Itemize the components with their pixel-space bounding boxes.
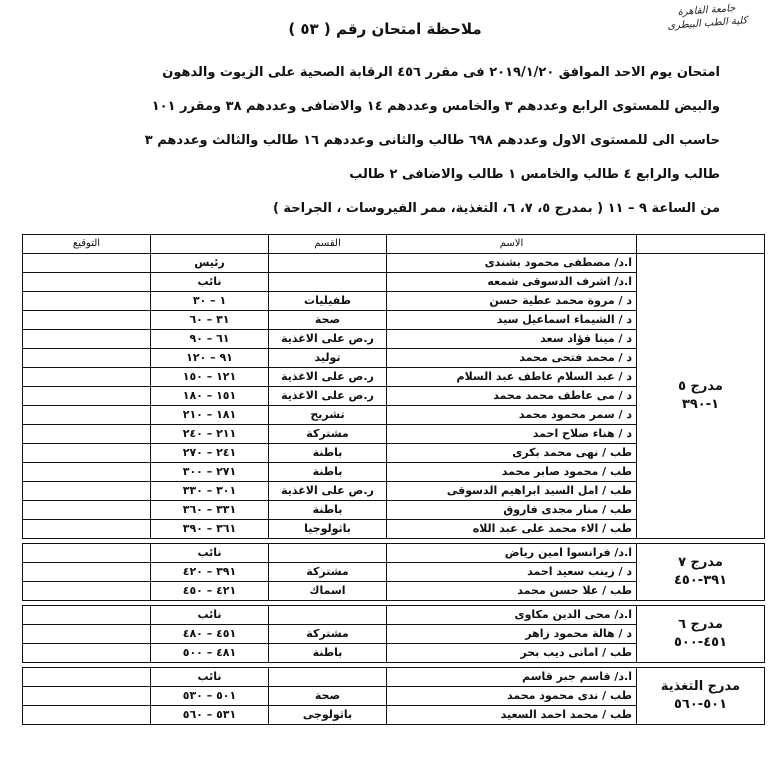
seat-range: ٣٩١ – ٤٢٠ [151, 563, 269, 582]
table-row [23, 606, 765, 625]
signature-cell [23, 563, 151, 582]
signature-cell [23, 292, 151, 311]
signature-cell [23, 668, 151, 687]
signature-cell [23, 687, 151, 706]
seat-range: ٩١ – ١٢٠ [151, 349, 269, 368]
table-row [23, 668, 765, 687]
hall-seat-range: ٣٩١-٤٥٠ [673, 573, 728, 588]
signature-cell [23, 406, 151, 425]
signature-cell [23, 254, 151, 273]
proctor-name: ا.د/ محى الدين مكاوى [387, 606, 637, 625]
hall-seat-range: ١-٣٩٠ [681, 397, 720, 412]
hall-cell [637, 254, 765, 539]
seat-range: ١ – ٣٠ [151, 292, 269, 311]
seat-range: ٢١١ – ٢٤٠ [151, 425, 269, 444]
table-body [23, 254, 765, 725]
proctor-name: طب / ندى محمود محمد [387, 687, 637, 706]
proctor-name: د / مروة محمد عطية حسن [387, 292, 637, 311]
department: باطنة [269, 501, 387, 520]
proctor-name: ا.د/ مصطفى محمود بشندى [387, 254, 637, 273]
table-row [23, 254, 765, 273]
signature-cell [23, 463, 151, 482]
seat-range: ١٨١ – ٢١٠ [151, 406, 269, 425]
hall-seat-range: ٤٥١-٥٠٠ [673, 635, 728, 650]
department [269, 544, 387, 563]
seat-range: ٥٣١ – ٥٦٠ [151, 706, 269, 725]
proctor-name: ا.د/ فرانسوا امين رياض [387, 544, 637, 563]
hall-cell [637, 606, 765, 663]
department: ر.ص على الاغذية [269, 368, 387, 387]
seat-range: نائب [151, 606, 269, 625]
proctor-name: د / زينب سعيد احمد [387, 563, 637, 582]
proctor-name: ا.د/ اشرف الدسوقى شمعه [387, 273, 637, 292]
seat-range: ٣١ – ٦٠ [151, 311, 269, 330]
signature-cell [23, 330, 151, 349]
hall-name: مدرج ٦ [678, 617, 723, 632]
header-range [151, 235, 269, 254]
proctor-name: ا.د/ قاسم جبر قاسم [387, 668, 637, 687]
hall-name: مدرج ٧ [678, 555, 723, 570]
seat-range: ٢٧١ – ٣٠٠ [151, 463, 269, 482]
signature-cell [23, 501, 151, 520]
department: توليد [269, 349, 387, 368]
department: مشتركة [269, 625, 387, 644]
proctor-name: د / مى عاطف محمد محمد [387, 387, 637, 406]
department [269, 606, 387, 625]
proctor-name: طب / منار مجدى فاروق [387, 501, 637, 520]
proctor-name: طب / محمد احمد السعيد [387, 706, 637, 725]
department: طفيليات [269, 292, 387, 311]
seat-range: نائب [151, 668, 269, 687]
seat-range: ٦١ – ٩٠ [151, 330, 269, 349]
department: تشريح [269, 406, 387, 425]
department: باطنة [269, 463, 387, 482]
table-row [23, 544, 765, 563]
seat-range: ٤٢١ – ٤٥٠ [151, 582, 269, 601]
exam-description [30, 60, 720, 222]
department: ر.ص على الاغذية [269, 330, 387, 349]
seat-range: ٣٣١ – ٣٦٠ [151, 501, 269, 520]
signature-cell [23, 520, 151, 539]
department: مشتركة [269, 563, 387, 582]
signature-cell [23, 482, 151, 501]
hall-cell [637, 544, 765, 601]
signature-cell [23, 625, 151, 644]
department: صحة [269, 687, 387, 706]
description-line: طالب والرابع ٤ طالب والخامس ١ طالب والاضافى ٢ طالب [349, 167, 720, 182]
header-name: الاسم [387, 235, 637, 254]
department: ر.ص على الاغذية [269, 482, 387, 501]
hall-cell [637, 668, 765, 725]
signature-cell [23, 273, 151, 292]
header-hall [637, 235, 765, 254]
department: باثولوجيا [269, 520, 387, 539]
proctor-name: طب / علا حسن محمد [387, 582, 637, 601]
seat-range: ٣٦١ – ٣٩٠ [151, 520, 269, 539]
signature-cell [23, 349, 151, 368]
seat-range: رئيس [151, 254, 269, 273]
signature-cell [23, 444, 151, 463]
seat-range: ٤٨١ – ٥٠٠ [151, 644, 269, 663]
signature-cell [23, 582, 151, 601]
exam-time-line: من الساعة ٩ – ١١ ( بمدرج ٥، ٧، ٦، التغذية، ممر الفيروسات ، الجراحة ) [272, 201, 720, 216]
proctor-name: طب / نهى محمد بكرى [387, 444, 637, 463]
description-line: امتحان يوم الاحد الموافق ٢٠١٩/١/٢٠ فى مقرر ٤٥٦ الرقابة الصحية على الزيوت والدهون [162, 65, 720, 80]
department [269, 254, 387, 273]
proctor-name: طب / امانى ديب بحر [387, 644, 637, 663]
department: باطنة [269, 444, 387, 463]
seat-range: نائب [151, 544, 269, 563]
signature-cell [23, 706, 151, 725]
description-line: والبيض للمستوى الرابع وعددهم ٣ والخامس وعددهم ١٤ والاضافى وعددهم ٣٨ ومقرر ١٠١ [151, 99, 720, 114]
seat-range: ٤٥١ – ٤٨٠ [151, 625, 269, 644]
department: باطنة [269, 644, 387, 663]
proctor-name: د / الشيماء اسماعيل سيد [387, 311, 637, 330]
proctor-name: د / هالة محمود زاهر [387, 625, 637, 644]
proctor-name: د / سمر محمود محمد [387, 406, 637, 425]
signature-cell [23, 387, 151, 406]
proctor-name: د / عبد السلام عاطف عبد السلام [387, 368, 637, 387]
department [269, 273, 387, 292]
seat-range: ٣٠١ – ٣٣٠ [151, 482, 269, 501]
signature-cell [23, 368, 151, 387]
header-dept: القسم [269, 235, 387, 254]
proctor-name: د / هناء صلاح احمد [387, 425, 637, 444]
proctor-name: د / مينا فؤاد سعد [387, 330, 637, 349]
hall-seat-range: ٥٠١-٥٦٠ [673, 697, 728, 712]
proctor-name: طب / الاء محمد على عبد اللاه [387, 520, 637, 539]
department: باثولوجى [269, 706, 387, 725]
signature-cell [23, 606, 151, 625]
seat-range: ٢٤١ – ٢٧٠ [151, 444, 269, 463]
description-line: حاسب الى للمستوى الاول وعددهم ٦٩٨ طالب والثانى وعددهم ١٦ طالب والثالث وعددهم ٣ [144, 133, 720, 148]
stamp-line-1: جامعة القاهرة [677, 3, 736, 19]
stamp-line-2: كلية الطب البيطرى [667, 15, 748, 32]
proctor-name: طب / محمود صابر محمد [387, 463, 637, 482]
proctor-name: د / محمد فتحى محمد [387, 349, 637, 368]
seat-range: نائب [151, 273, 269, 292]
proctor-table [22, 234, 765, 725]
page-title: ملاحظة امتحان رقم ( ٥٣ ) [288, 20, 482, 38]
signature-cell [23, 544, 151, 563]
signature-cell [23, 311, 151, 330]
table-header-row [23, 235, 765, 254]
signature-cell [23, 644, 151, 663]
seat-range: ٥٠١ – ٥٣٠ [151, 687, 269, 706]
hall-name: مدرج ٥ [678, 379, 723, 394]
seat-range: ١٢١ – ١٥٠ [151, 368, 269, 387]
header-signature: التوقيع [23, 235, 151, 254]
department: اسماك [269, 582, 387, 601]
hall-name: مدرج التغذية [660, 679, 741, 694]
department [269, 668, 387, 687]
department: مشتركة [269, 425, 387, 444]
signature-cell [23, 425, 151, 444]
seat-range: ١٥١ – ١٨٠ [151, 387, 269, 406]
proctor-name: طب / امل السيد ابراهيم الدسوقى [387, 482, 637, 501]
department: صحة [269, 311, 387, 330]
department: ر.ص على الاغذية [269, 387, 387, 406]
